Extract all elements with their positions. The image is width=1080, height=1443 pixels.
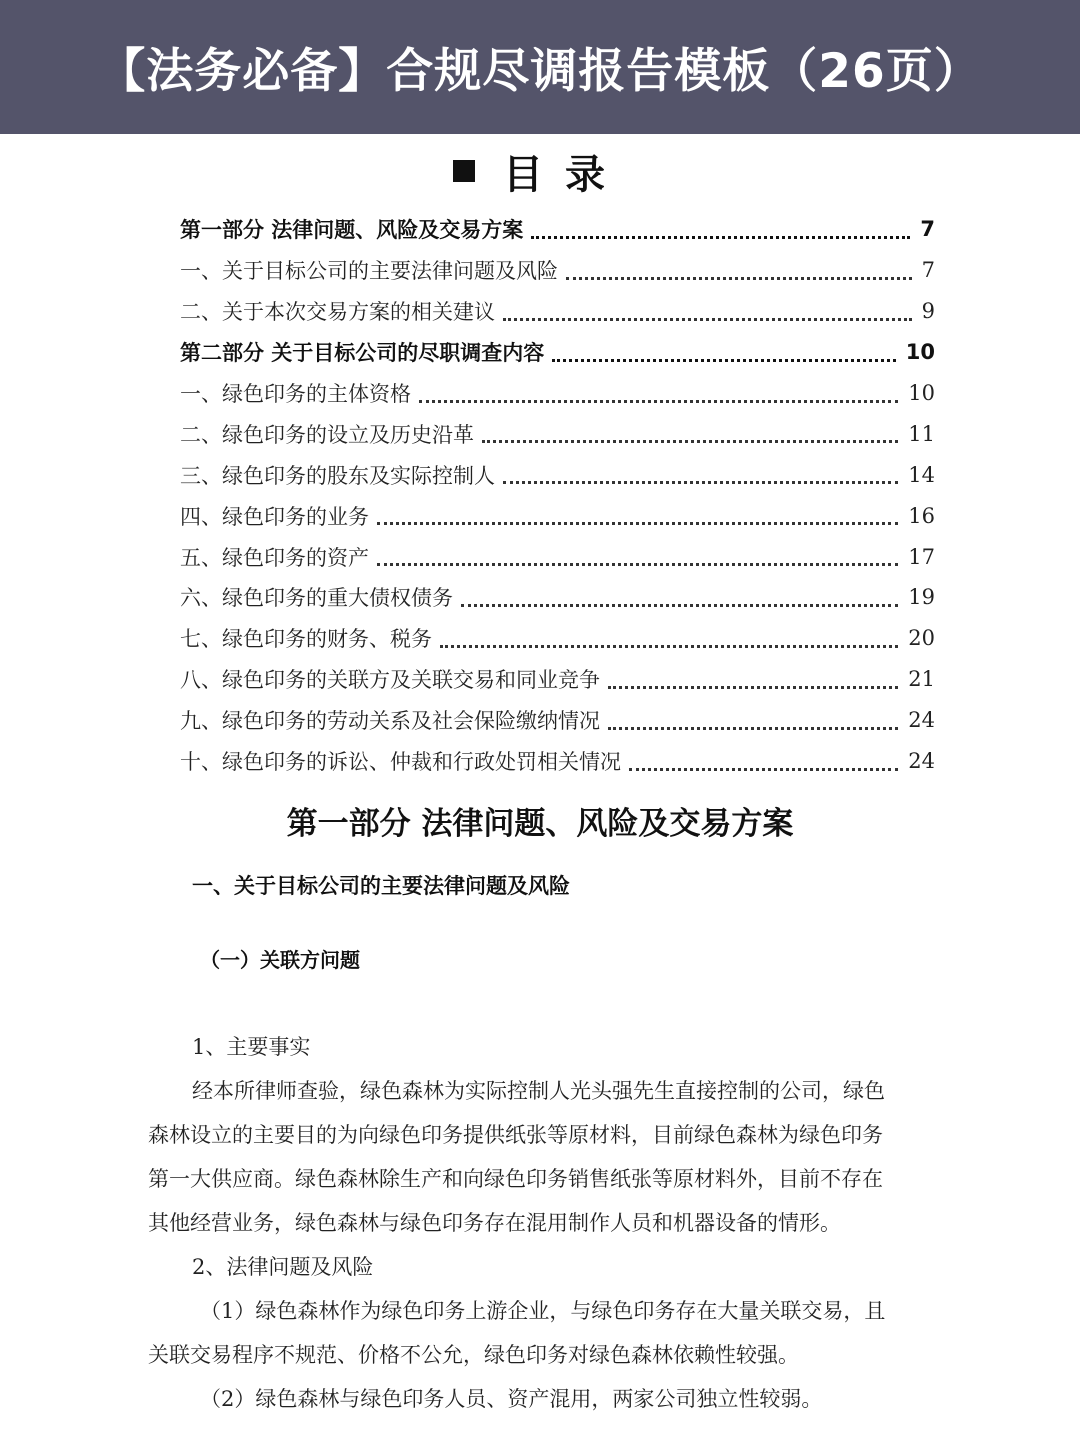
toc-entry[interactable]	[180, 250, 935, 291]
toc-heading-text: 目录	[503, 151, 627, 198]
section-subtitle: 一、关于目标公司的主要法律问题及风险	[192, 874, 570, 898]
toc-entry-page: 7	[920, 217, 935, 242]
toc-entry-page: 24	[908, 708, 935, 733]
toc-entry-label: 二、关于本次交易方案的相关建议	[180, 300, 495, 325]
toc-leader-dots	[629, 748, 898, 771]
toc-entry[interactable]	[180, 413, 935, 454]
section-title: 第一部分 法律问题、风险及交易方案	[286, 806, 794, 842]
toc-leader-dots	[482, 420, 898, 443]
toc-leader-dots	[503, 298, 912, 321]
toc-entry-label: 十、绿色印务的诉讼、仲裁和行政处罚相关情况	[180, 750, 621, 775]
toc-entry[interactable]	[180, 332, 935, 373]
toc-leader-dots	[461, 584, 898, 607]
section-subsubtitle: （一）关联方问题	[200, 948, 360, 972]
banner-title: 【法务必备】合规尽调报告模板（26页）	[98, 43, 982, 99]
toc-entry[interactable]	[180, 209, 935, 250]
toc-leader-dots	[377, 502, 898, 525]
toc-leader-dots	[608, 666, 898, 689]
toc-entry[interactable]	[180, 454, 935, 495]
toc-entry-label: 九、绿色印务的劳动关系及社会保险缴纳情况	[180, 709, 600, 734]
toc-entry-label: 第一部分 法律问题、风险及交易方案	[180, 218, 524, 243]
toc-entry-page: 17	[908, 544, 935, 569]
toc-entry-label: 一、绿色印务的主体资格	[180, 382, 411, 406]
risk-heading: 2、法律问题及风险	[192, 1255, 374, 1279]
toc-entry-page: 9	[921, 299, 935, 324]
toc-entry[interactable]	[180, 618, 935, 659]
toc-entry[interactable]	[180, 577, 935, 618]
toc-entry-label: 六、绿色印务的重大债权债务	[180, 586, 453, 611]
toc-leader-dots	[503, 461, 898, 484]
toc-entry-page: 10	[908, 381, 935, 405]
toc-entry-page: 7	[921, 258, 935, 283]
paragraph-line: （1）绿色森林作为绿色印务上游企业，与绿色印务存在大量关联交易，且	[200, 1299, 886, 1323]
facts-heading: 1、主要事实	[192, 1035, 311, 1059]
toc-entry-page: 10	[905, 340, 935, 365]
toc-leader-dots	[377, 543, 898, 566]
toc-leader-dots	[566, 257, 912, 280]
toc-entry-label: 三、绿色印务的股东及实际控制人	[180, 463, 495, 488]
toc-entry[interactable]	[180, 700, 935, 741]
paragraph-line: 经本所律师查验，绿色森林为实际控制人光头强先生直接控制的公司，绿色	[192, 1079, 885, 1103]
toc-entry-page: 16	[908, 503, 935, 528]
toc-entry-page: 21	[908, 667, 935, 692]
toc-entry[interactable]	[180, 536, 935, 577]
toc-entry-label: 第二部分 关于目标公司的尽职调查内容	[180, 341, 545, 366]
paragraph-line: 关联交易程序不规范、价格不公允，绿色印务对绿色森林依赖性较强。	[148, 1343, 799, 1367]
toc-leader-dots	[419, 380, 898, 403]
toc-entry-page: 11	[908, 421, 935, 446]
toc-leader-dots	[552, 339, 895, 362]
toc-entry-page: 19	[908, 585, 935, 610]
paragraph-line: （2）绿色森林与绿色印务人员、资产混用，两家公司独立性较弱。	[200, 1387, 823, 1411]
toc-entry-label: 一、关于目标公司的主要法律问题及风险	[180, 259, 558, 284]
body-text-block	[148, 1025, 938, 1421]
toc-entry[interactable]	[180, 373, 935, 414]
toc-entry-label: 七、绿色印务的财务、税务	[180, 627, 432, 652]
square-bullet-icon	[453, 160, 475, 182]
toc-entry-page: 14	[908, 462, 935, 487]
toc-entry[interactable]	[180, 495, 935, 536]
toc-leader-dots	[608, 707, 898, 730]
toc-entry-label: 五、绿色印务的资产	[180, 545, 369, 570]
table-of-contents	[180, 209, 935, 781]
toc-entry-label: 二、绿色印务的设立及历史沿革	[180, 422, 474, 447]
toc-entry[interactable]	[180, 741, 935, 782]
toc-entry-page: 24	[908, 749, 935, 774]
toc-entry-label: 四、绿色印务的业务	[180, 504, 369, 529]
paragraph-line: 第一大供应商。绿色森林除生产和向绿色印务销售纸张等原材料外，目前不存在	[148, 1167, 883, 1191]
toc-heading	[0, 140, 1080, 202]
paragraph-line: 其他经营业务，绿色森林与绿色印务存在混用制作人员和机器设备的情形。	[148, 1211, 841, 1235]
toc-leader-dots	[531, 216, 910, 239]
paragraph-line: 森林设立的主要目的为向绿色印务提供纸张等原材料，目前绿色森林为绿色印务	[148, 1123, 883, 1147]
title-banner	[0, 0, 1080, 134]
toc-entry[interactable]	[180, 291, 935, 332]
toc-leader-dots	[440, 625, 898, 648]
toc-entry[interactable]	[180, 659, 935, 700]
toc-entry-page: 20	[908, 626, 935, 651]
toc-entry-label: 八、绿色印务的关联方及关联交易和同业竞争	[180, 668, 600, 693]
